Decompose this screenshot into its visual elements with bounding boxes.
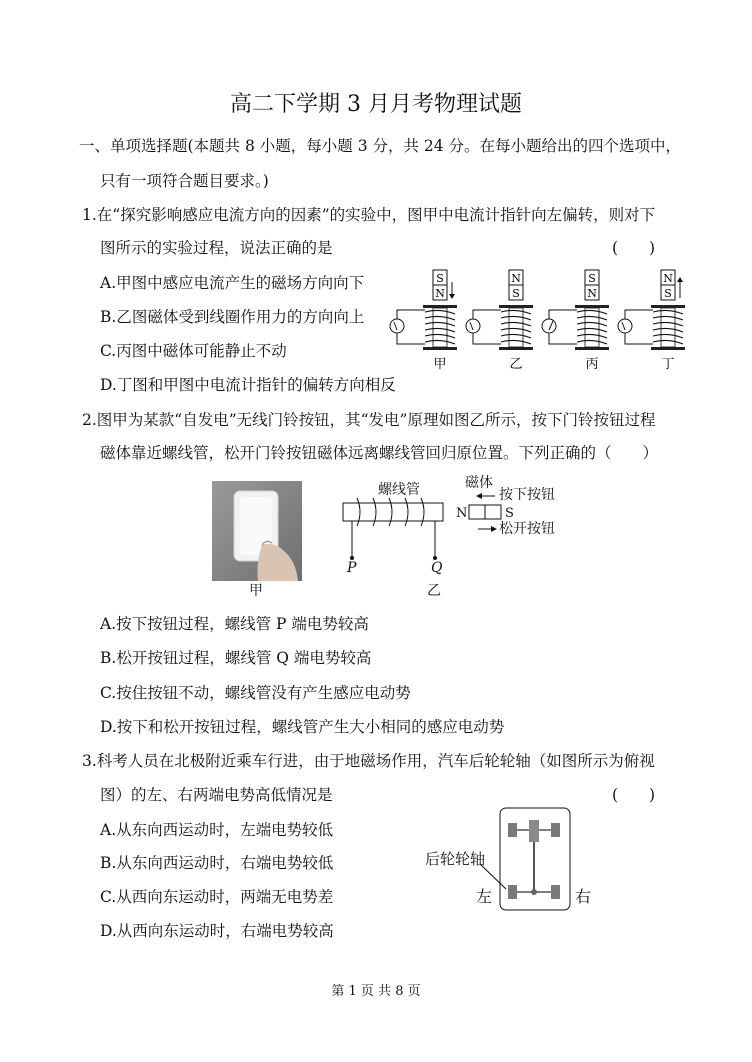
q2-stem-line2: 磁体靠近螺线管，松开门铃按钮磁体远离螺线管回归原位置。下列正确的（ ）: [100, 444, 659, 462]
q3-option-c: C.从西向东运动时，两端无电势差: [100, 888, 334, 906]
page-footer: 第 1 页 共 8 页: [331, 984, 421, 999]
q1-stem-line1: 1.在“探究影响感应电流方向的因素”的实验中，图甲中电流计指针向左偏转，则对下: [82, 206, 656, 224]
panel-label: 甲: [433, 357, 447, 372]
page-title: 高二下学期 3 月月考物理试题: [230, 92, 522, 117]
q2-option-a: A.按下按钮过程，螺线管 P 端电势较高: [100, 615, 369, 633]
magnet-label: 磁体: [465, 475, 493, 491]
press-button-label: 按下按钮: [499, 487, 555, 503]
magnet-bottom-pole: S: [512, 287, 520, 300]
q1-stem-line2: 图所示的实验过程，说法正确的是: [100, 239, 333, 257]
magnet-pole-n: N: [456, 506, 468, 521]
coil-panel-4: [618, 270, 685, 372]
magnet-top-pole: N: [663, 272, 673, 285]
q1-option-c: C.丙图中磁体可能静止不动: [100, 342, 287, 360]
coil-panel-3: [542, 270, 609, 372]
section-heading-line2: 只有一项符合题目要求。): [100, 172, 269, 190]
q1-option-d: D.丁图和甲图中电流计指针的偏转方向相反: [100, 376, 396, 394]
q2-photo-label: 甲: [249, 583, 263, 599]
q1-option-a: A.甲图中感应电流产生的磁场方向向下: [100, 274, 365, 292]
coil-label: 螺线管: [378, 482, 420, 498]
q3-option-b: B.从东向西运动时，右端电势较低: [100, 854, 334, 872]
q3-stem-line1: 3.科考人员在北极附近乘车行进，由于地磁场作用，汽车后轮轮轴（如图所示为俯视: [82, 752, 655, 770]
coil-panel-2: [466, 270, 533, 372]
terminal-q: Q: [431, 560, 443, 576]
panel-label: 丁: [661, 357, 675, 372]
q2-diagram-label: 乙: [427, 583, 441, 599]
release-button-label: 松开按钮: [499, 521, 555, 537]
section-heading-line1: 一、单项选择题(本题共 8 小题，每小题 3 分，共 24 分。在每小题给出的四个选项中，: [79, 137, 682, 155]
magnet-bottom-pole: N: [435, 287, 445, 300]
left-side-label: 左: [476, 887, 493, 906]
q2-option-d: D.按下和松开按钮过程，螺线管产生大小相同的感应电动势: [100, 718, 505, 736]
q1-coil-figure: [385, 262, 690, 374]
magnet-pole-s: S: [505, 506, 514, 521]
doorbell-photo: [212, 481, 302, 581]
q3-answer-blank: ( ): [612, 786, 656, 804]
terminal-p: P: [347, 560, 357, 576]
coil-panel-1: [390, 270, 457, 372]
right-side-label: 右: [575, 887, 592, 906]
magnet-bottom-pole: S: [664, 287, 672, 300]
panel-label: 丙: [585, 357, 599, 372]
car-topview-diagram: [498, 806, 574, 914]
q3-option-a: A.从东向西运动时，左端电势较低: [100, 821, 334, 839]
q2-option-b: B.松开按钮过程，螺线管 Q 端电势较高: [100, 649, 372, 667]
magnet-bottom-pole: N: [587, 287, 597, 300]
q1-option-b: B.乙图磁体受到线圈作用力的方向向上: [100, 308, 365, 326]
q3-option-d: D.从西向东运动时，右端电势较高: [100, 922, 334, 940]
magnet-top-pole: S: [588, 272, 596, 285]
panel-label: 乙: [509, 357, 523, 372]
q2-stem-line1: 2.图甲为某款“自发电”无线门铃按钮，其“发电”原理如图乙所示，按下门铃按钮过程: [82, 411, 656, 429]
q2-option-c: C.按住按钮不动，螺线管没有产生感应电动势: [100, 684, 411, 702]
q3-stem-line2: 图）的左、右两端电势高低情况是: [100, 786, 333, 804]
q1-answer-blank: ( ): [612, 239, 656, 257]
rear-axle-label: 后轮轮轴: [425, 850, 486, 868]
magnet-top-pole: S: [436, 272, 444, 285]
magnet-top-pole: N: [511, 272, 521, 285]
